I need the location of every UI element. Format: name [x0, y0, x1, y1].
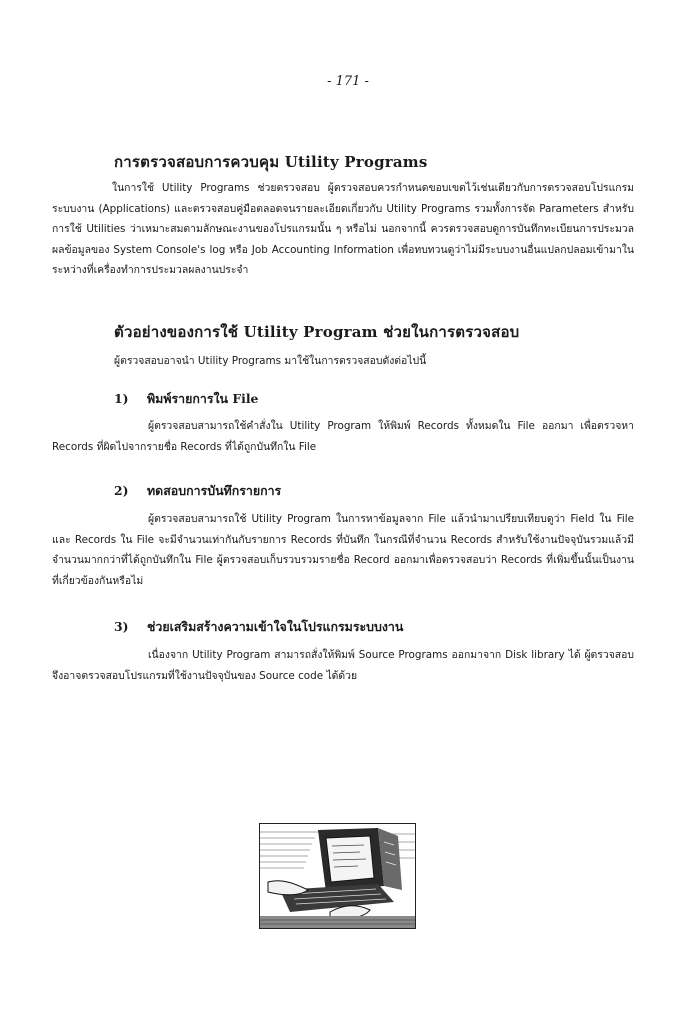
page-number: - 171 -: [327, 74, 369, 89]
list-item-title: ทดสอบการบันทึกรายการ: [147, 483, 282, 498]
list-item-heading: [114, 390, 258, 409]
list-item-number: 3): [114, 619, 129, 634]
computer-terminal-illustration: [259, 823, 416, 929]
section-intro: ผู้ตรวจสอบอาจนำ Utility Programs มาใช้ในการตรวจสอบดังต่อไปนี้: [114, 355, 427, 367]
section-heading-utility-examples: ตัวอย่างของการใช้ Utility Program ช่วยในการตรวจสอบ: [114, 323, 520, 341]
list-item-text: เนื่องจาก Utility Program สามารถสั่งให้พิมพ์ Source Programs ออกมาจาก Disk library ได้ ผู้ตรวจสอบจึงอาจตรวจสอบโปรแกรมที่ใช้งานปัจจุบันของ Source code ได้ด้วย: [52, 649, 634, 682]
list-item-number: 2): [114, 483, 129, 498]
section-heading-utility-controls: การตรวจสอบการควบคุม Utility Programs: [114, 153, 428, 171]
section-paragraph: ในการใช้ Utility Programs ช่วยตรวจสอบ ผู้ตรวจสอบควรกำหนดขอบเขตไว้เช่นเดียวกับการตรวจสอบโปรแกรมระบบงาน (Applications) และตรวจสอบคู่มือตลอดจนรายละเอียดเกี่ยวกับ Utility Programs รวมทั้งการจัด Parameters สำหรับการใช้ Utilities ว่าเหมาะสมตามลักษณะงานของโปรแกรมนั้น ๆ หรือไม่ นอกจากนี้ ควรตรวจสอบดูการบันทึกทะเบียนการประมวลผลข้อมูลของ System Console's log หรือ Job Accounting Information เพื่อทบทวนดูว่าไม่มีระบบงานอื่นแปลกปลอมเข้ามาในระหว่างที่เครื่องทำการประมวลผลงานประจำ: [52, 182, 634, 276]
list-item-title: พิมพ์รายการใน File: [147, 391, 259, 406]
list-item-number: 1): [114, 391, 129, 406]
list-item-title: ช่วยเสริมสร้างความเข้าใจในโปรแกรมระบบงาน: [147, 619, 404, 634]
list-item-text: ผู้ตรวจสอบสามารถใช้ Utility Program ในการหาข้อมูลจาก File แล้วนำมาเปรียบเทียบดูว่า Field ใน File และ Records ใน File จะมีจำนวนเท่ากันกับรายการ Records ที่บันทึก ในกรณีที่จำนวน Records สำหรับใช้งานปัจจุบันรวมแล้วมีจำนวนมากกว่าที่ได้ถูกบันทึกใน File ผู้ตรวจสอบเก็บรวบรวมรายชื่อ Record ออกมาเพื่อตรวจสอบว่า Records ที่เพิ่มขึ้นนั้นเป็นงานที่เกี่ยวข้องกันหรือไม่: [52, 513, 634, 587]
list-item-heading: [114, 618, 403, 637]
list-item-text: ผู้ตรวจสอบสามารถใช้คำสั่งใน Utility Program ให้พิมพ์ Records ทั้งหมดใน File ออกมา เพื่อตรวจหา Records ที่ผิดไปจากรายชื่อ Records ที่ได้ถูกบันทึกใน File: [52, 420, 634, 453]
list-item-heading: [114, 482, 281, 501]
